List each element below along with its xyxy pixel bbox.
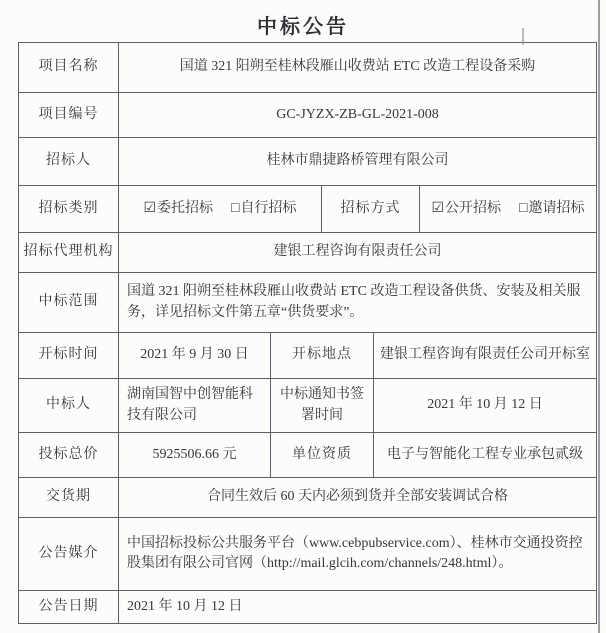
tender-method-options — [420, 186, 597, 233]
row-delivery — [19, 478, 597, 518]
tender-method-label: 招标方式 — [322, 186, 420, 233]
qualification-value: 电子与智能化工程专业承包贰级 — [374, 433, 597, 478]
media-value: 中国招标投标公共服务平台（www.cebpubservice.com）、桂林市交通投资控股集团有限公司官网（http://mail.glcih.com/channels/248.html）。 — [119, 518, 597, 591]
announce-date-value: 2021 年 10 月 12 日 — [119, 591, 597, 624]
project-number-label: 项目编号 — [19, 93, 119, 138]
bid-opening-place-value: 建银工程咨询有限责任公司开标室 — [374, 333, 597, 379]
tender-category-options — [119, 186, 322, 233]
tender-category-label: 招标类别 — [19, 186, 119, 233]
award-scope-value: 国道 321 阳朔至桂林段雁山收费站 ETC 改造工程设备供货、安装及相关服务，详见招标文件第五章“供货要求”。 — [119, 273, 597, 333]
tender-method-invited-label: 邀请招标 — [528, 200, 585, 216]
row-project-name — [19, 43, 597, 93]
media-label: 公告媒介 — [19, 518, 119, 591]
tenderer-label: 招标人 — [19, 138, 119, 186]
project-name-label: 项目名称 — [19, 43, 119, 93]
qualification-label: 单位资质 — [271, 433, 374, 478]
row-tender-category — [19, 186, 597, 233]
project-name-value: 国道 321 阳朔至桂林段雁山收费站 ETC 改造工程设备采购 — [119, 43, 597, 93]
notice-sign-time-value: 2021 年 10 月 12 日 — [374, 379, 597, 433]
bid-opening-time-value: 2021 年 9 月 30 日 — [119, 333, 271, 379]
total-price-label: 投标总价 — [19, 433, 119, 478]
row-bid-opening — [19, 333, 597, 379]
award-scope-label: 中标范围 — [19, 273, 119, 333]
announce-date-label: 公告日期 — [19, 591, 119, 624]
delivery-value: 合同生效后 60 天内必须到货并全部安装调试合格 — [119, 478, 597, 518]
row-winner — [19, 379, 597, 433]
row-announce-date — [19, 591, 597, 624]
bid-opening-place-label: 开标地点 — [271, 333, 374, 379]
row-project-number — [19, 93, 597, 138]
delivery-label: 交货期 — [19, 478, 119, 518]
tender-category-delegated-label: 委托招标 — [157, 200, 214, 216]
total-price-value: 5925506.66 元 — [119, 433, 271, 478]
agency-label: 招标代理机构 — [19, 233, 119, 273]
row-agency — [19, 233, 597, 273]
row-total-price — [19, 433, 597, 478]
scan-page-edge — [598, 0, 600, 633]
checkbox-checked-icon: ☑ — [143, 200, 157, 216]
checkbox-unchecked-icon: □ — [519, 200, 528, 216]
checkbox-checked-icon: ☑ — [431, 200, 445, 216]
row-tenderer — [19, 138, 597, 186]
project-number-value: GC-JYZX-ZB-GL-2021-008 — [119, 93, 597, 138]
bid-announcement-table — [18, 42, 597, 624]
row-media — [19, 518, 597, 591]
agency-value: 建银工程咨询有限责任公司 — [119, 233, 597, 273]
winner-label: 中标人 — [19, 379, 119, 433]
row-award-scope — [19, 273, 597, 333]
winner-value: 湖南国智中创智能科技有限公司 — [119, 379, 271, 433]
tenderer-value: 桂林市鼎捷路桥管理有限公司 — [119, 138, 597, 186]
notice-sign-time-label: 中标通知书签署时间 — [271, 379, 374, 433]
tender-method-open-label: 公开招标 — [445, 200, 502, 216]
scan-artifact-line — [522, 28, 524, 45]
checkbox-unchecked-icon: □ — [231, 200, 240, 216]
page-title: 中标公告 — [257, 16, 349, 38]
bid-opening-time-label: 开标时间 — [19, 333, 119, 379]
tender-category-self-label: 自行招标 — [240, 200, 297, 216]
